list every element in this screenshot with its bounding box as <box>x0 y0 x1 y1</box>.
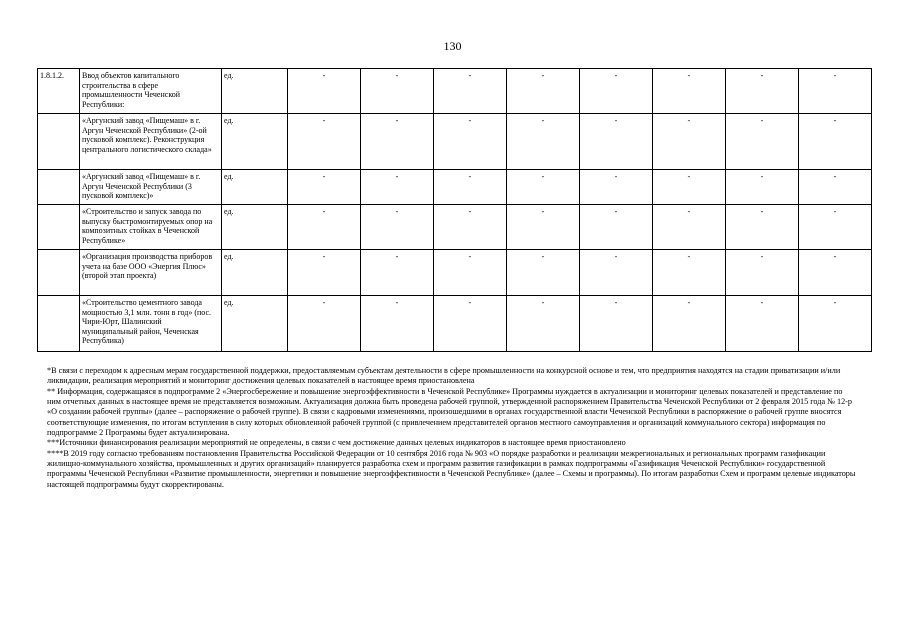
indicators-table <box>37 68 872 352</box>
table-row <box>38 114 872 170</box>
cell-value: - <box>653 205 726 250</box>
cell-value: - <box>288 69 361 114</box>
cell-value: - <box>434 170 507 205</box>
cell-value: - <box>726 296 799 352</box>
cell-value: - <box>726 69 799 114</box>
cell-value: - <box>288 250 361 296</box>
cell-value: - <box>799 170 872 205</box>
cell-value: - <box>434 114 507 170</box>
cell-value: - <box>288 170 361 205</box>
cell-value: - <box>799 69 872 114</box>
footnote: ****В 2019 году согласно требованиям постановления Правительства Российской Федерации от 10 сентября 2016 года № 903 «О порядке разработки и реализации межрегиональных и региональных программ газификации жилищно-коммунального хозяйства, промышленных и других организаций» планируется разработка схем и программ развития газификации в рамках подпрограммы «Газификация Чеченской Республики» государственной программы Чеченской Республики «Развитие промышленности, энергетики и повышение энергоэффективности в Чеченской Республике» (далее – Схемы и программы). По итогам разработки Схем и программ целевые индикаторы настоящей подпрограммы будут скорректированы. <box>47 448 856 489</box>
cell-value: - <box>580 114 653 170</box>
cell-value: - <box>726 250 799 296</box>
cell-value: - <box>361 205 434 250</box>
cell-value: - <box>580 296 653 352</box>
page-number: 130 <box>443 39 462 53</box>
cell-value: - <box>726 205 799 250</box>
row-code <box>38 250 80 296</box>
row-unit: ед. <box>222 114 288 170</box>
row-name: «Аргунский завод «Пищемаш» в г. Аргун Чеченской Республики» (2-ой пусковой комплекс). Реконструкция центрального логистического склада» <box>80 114 222 170</box>
cell-value: - <box>653 250 726 296</box>
cell-value: - <box>653 296 726 352</box>
cell-value: - <box>580 250 653 296</box>
cell-value: - <box>361 69 434 114</box>
cell-value: - <box>507 296 580 352</box>
footnotes <box>47 366 857 490</box>
footnote: ***Источники финансирования реализации мероприятий не определены, в связи с чем достижение данных целевых индикаторов в настоящее время приостановлено <box>47 438 626 448</box>
table-row <box>38 170 872 205</box>
cell-value: - <box>434 205 507 250</box>
cell-value: - <box>434 250 507 296</box>
cell-value: - <box>653 114 726 170</box>
row-unit: ед. <box>222 170 288 205</box>
cell-value: - <box>799 205 872 250</box>
row-code <box>38 296 80 352</box>
cell-value: - <box>361 114 434 170</box>
cell-value: - <box>361 250 434 296</box>
cell-value: - <box>653 170 726 205</box>
cell-value: - <box>726 170 799 205</box>
cell-value: - <box>507 69 580 114</box>
cell-value: - <box>507 205 580 250</box>
cell-value: - <box>361 296 434 352</box>
cell-value: - <box>288 205 361 250</box>
cell-value: - <box>288 114 361 170</box>
row-code <box>38 170 80 205</box>
row-unit: ед. <box>222 205 288 250</box>
cell-value: - <box>507 114 580 170</box>
cell-value: - <box>799 114 872 170</box>
cell-value: - <box>653 69 726 114</box>
cell-value: - <box>434 69 507 114</box>
table-row <box>38 205 872 250</box>
cell-value: - <box>799 250 872 296</box>
footnote: *В связи с переходом к адресным мерам государственной поддержки, предоставляемым субъектам деятельности в сфере промышленности на конкурсной основе и тем, что предприятия находятся на стадии приватизации и/или ликвидации, реализация мероприятий и мониторинг достижения целевых показателей в настоящее время приостановлена <box>47 366 841 386</box>
footnote: ** Информация, содержащаяся в подпрограмме 2 «Энергосбережение и повышение энергоэффективности в Чеченской Республике» Программы нуждается в актуализации и мониторинг целевых показателей и представление по ним отчетных данных в настоящее время не представляется возможным. Актуализация должна быть проведена рабочей группой, утвержденной распоряжением Правительства Чеченской Республики от 2 февраля 2015 года № 12-р «О создании рабочей группы» (далее – распоряжение о рабочей группе). В связи с кадровыми изменениями, произошедшими в органах государственной власти Чеченской Республики в распоряжение о рабочей группе вносятся соответствующие изменения, по итогам вступления в силу которых обновленной рабочей группой (с привлечением представителей органов местного самоуправления и организаций коммунального сектора) информация по подпрограмме 2 Программы будет актуализирована. <box>47 386 853 437</box>
table-row <box>38 250 872 296</box>
cell-value: - <box>288 296 361 352</box>
cell-value: - <box>726 114 799 170</box>
row-unit: ед. <box>222 69 288 114</box>
cell-value: - <box>361 170 434 205</box>
cell-value: - <box>799 296 872 352</box>
table-row <box>38 296 872 352</box>
cell-value: - <box>580 170 653 205</box>
cell-value: - <box>434 296 507 352</box>
row-unit: ед. <box>222 250 288 296</box>
cell-value: - <box>507 250 580 296</box>
cell-value: - <box>507 170 580 205</box>
table-row <box>38 69 872 114</box>
row-name: Ввод объектов капитального строительства в сфере промышленности Чеченской Республики: <box>80 69 222 114</box>
row-code <box>38 114 80 170</box>
cell-value: - <box>580 69 653 114</box>
row-code: 1.8.1.2. <box>38 69 80 114</box>
row-code <box>38 205 80 250</box>
row-unit: ед. <box>222 296 288 352</box>
cell-value: - <box>580 205 653 250</box>
row-name: «Аргунский завод «Пищемаш» в г. Аргун Чеченской Республики (3 пусковой комплекс)» <box>80 170 222 205</box>
row-name: «Строительство и запуск завода по выпуску быстромонтируемых опор на композитных стойках в Чеченской Республике» <box>80 205 222 250</box>
row-name: «Организация производства приборов учета на базе ООО «Энергия Плюс» (второй этап проекта) <box>80 250 222 296</box>
row-name: «Строительство цементного завода мощностью 3,1 млн. тонн в год» (пос. Чири-Юрт, Шалинский муниципальный район, Чеченская Республика) <box>80 296 222 352</box>
